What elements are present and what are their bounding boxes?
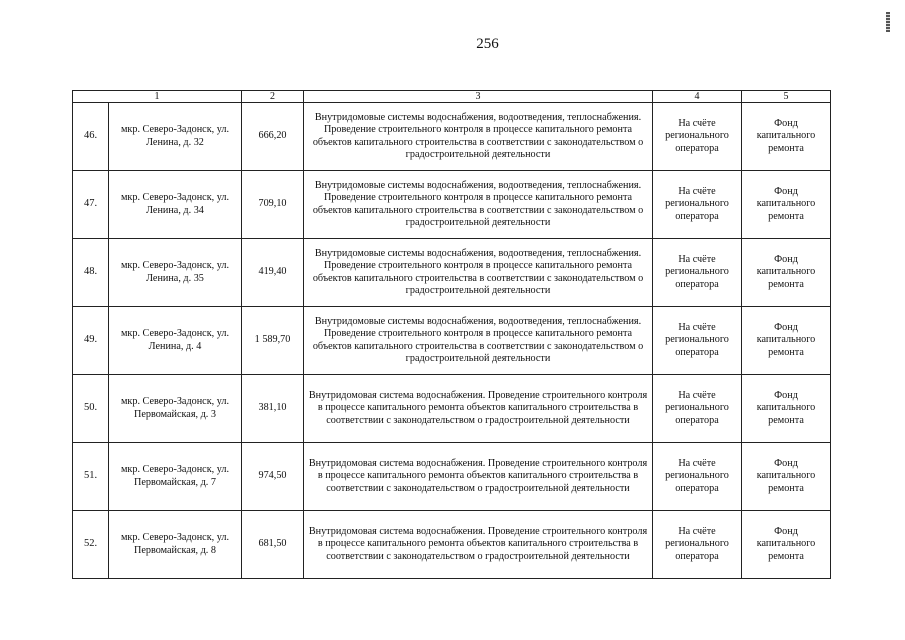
area-cell: 666,20 [242,103,304,171]
area-cell: 1 589,70 [242,307,304,375]
row-number: 50. [73,375,109,443]
address-cell: мкр. Северо-Задонск, ул. Ленина, д. 35 [109,239,242,307]
header-col-3: 3 [304,91,653,103]
table-row [73,239,831,307]
fund-cell: Фонд капитального ремонта [742,307,831,375]
work-description-cell: Внутридомовые системы водоснабжения, водоотведения, теплоснабжения. Проведение строительного контроля в процессе капитального ремонта объектов капитального строительства в соответствии с законодательством о градостроительной деятельности [304,171,653,239]
address-cell: мкр. Северо-Задонск, ул. Первомайская, д. 8 [109,511,242,579]
account-cell: На счёте регионального оператора [653,171,742,239]
table-row [73,511,831,579]
header-col-1: 1 [73,91,242,103]
header-col-5: 5 [742,91,831,103]
fund-cell: Фонд капитального ремонта [742,239,831,307]
account-cell: На счёте регионального оператора [653,511,742,579]
area-cell: 709,10 [242,171,304,239]
work-description-cell: Внутридомовая система водоснабжения. Проведение строительного контроля в процессе капитального ремонта объектов капитального строительства в соответствии с законодательством о градостроительной деятельности [304,375,653,443]
account-cell: На счёте регионального оператора [653,375,742,443]
area-cell: 974,50 [242,443,304,511]
fund-cell: Фонд капитального ремонта [742,443,831,511]
table-header-row [73,91,831,103]
fund-cell: Фонд капитального ремонта [742,171,831,239]
address-cell: мкр. Северо-Задонск, ул. Ленина, д. 32 [109,103,242,171]
table-row [73,171,831,239]
work-description-cell: Внутридомовые системы водоснабжения, водоотведения, теплоснабжения. Проведение строительного контроля в процессе капитального ремонта объектов капитального строительства в соответствии с законодательством о градостроительной деятельности [304,307,653,375]
row-number: 48. [73,239,109,307]
work-description-cell: Внутридомовая система водоснабжения. Проведение строительного контроля в процессе капитального ремонта объектов капитального строительства в соответствии с законодательством о градостроительной деятельности [304,443,653,511]
work-description-cell: Внутридомовые системы водоснабжения, водоотведения, теплоснабжения. Проведение строительного контроля в процессе капитального ремонта объектов капитального строительства в соответствии с законодательством о градостроительной деятельности [304,239,653,307]
fund-cell: Фонд капитального ремонта [742,103,831,171]
area-cell: 419,40 [242,239,304,307]
area-cell: 381,10 [242,375,304,443]
header-col-2: 2 [242,91,304,103]
scan-artifact-mark [886,12,890,32]
table-row [73,307,831,375]
fund-cell: Фонд капитального ремонта [742,511,831,579]
account-cell: На счёте регионального оператора [653,103,742,171]
page-number: 256 [476,36,499,52]
address-cell: мкр. Северо-Задонск, ул. Ленина, д. 4 [109,307,242,375]
work-description-cell: Внутридомовые системы водоснабжения, водоотведения, теплоснабжения. Проведение строительного контроля в процессе капитального ремонта объектов капитального строительства в соответствии с законодательством о градостроительной деятельности [304,103,653,171]
table-row [73,375,831,443]
account-cell: На счёте регионального оператора [653,239,742,307]
row-number: 46. [73,103,109,171]
area-cell: 681,50 [242,511,304,579]
account-cell: На счёте регионального оператора [653,307,742,375]
table-row [73,103,831,171]
works-table-container [72,90,831,579]
row-number: 52. [73,511,109,579]
address-cell: мкр. Северо-Задонск, ул. Ленина, д. 34 [109,171,242,239]
works-table [72,90,831,579]
row-number: 51. [73,443,109,511]
header-col-4: 4 [653,91,742,103]
fund-cell: Фонд капитального ремонта [742,375,831,443]
row-number: 47. [73,171,109,239]
address-cell: мкр. Северо-Задонск, ул. Первомайская, д. 7 [109,443,242,511]
address-cell: мкр. Северо-Задонск, ул. Первомайская, д. 3 [109,375,242,443]
row-number: 49. [73,307,109,375]
table-row [73,443,831,511]
work-description-cell: Внутридомовая система водоснабжения. Проведение строительного контроля в процессе капитального ремонта объектов капитального строительства в соответствии с законодательством о градостроительной деятельности [304,511,653,579]
account-cell: На счёте регионального оператора [653,443,742,511]
